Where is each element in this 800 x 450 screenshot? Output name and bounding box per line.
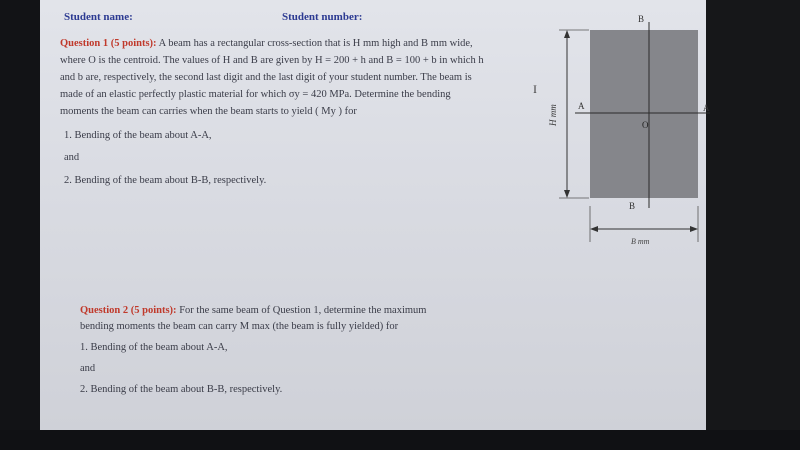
label-a-left: A: [578, 101, 585, 111]
student-number-label: Student number:: [282, 11, 363, 23]
label-b-bottom: B: [629, 201, 636, 211]
q1-and: and: [64, 152, 80, 163]
label-o-centroid: O: [642, 120, 649, 130]
q1-title: Question 1 (5 points):: [60, 38, 157, 49]
text-cursor-icon: I: [533, 82, 537, 96]
label-a-right: A: [703, 103, 710, 113]
label-height: H mm: [548, 104, 558, 126]
q1-line-1: [60, 38, 473, 49]
student-name-label: Student name:: [64, 11, 133, 23]
document-page: [40, 0, 710, 430]
monitor-bezel-left: [0, 0, 40, 450]
arrow-left-icon: [590, 226, 598, 232]
arrow-right-icon: [690, 226, 698, 232]
beam-rectangle: [590, 30, 698, 198]
q2-item-2: 2. Bending of the beam about B-B, respectively.: [80, 384, 283, 395]
monitor-bezel-bottom: [0, 430, 800, 450]
label-width: B mm: [631, 237, 650, 246]
monitor-bezel-right: [700, 0, 800, 450]
q1-line-5: moments the beam can carries when the beam starts to yield ( My ) for: [60, 106, 357, 117]
arrow-up-icon: [564, 30, 570, 38]
q2-and: and: [80, 363, 96, 374]
q1-line-2: where O is the centroid. The values of H and B are given by H = 200 + h and B = 100 + b in which h: [60, 55, 484, 66]
label-b-top: B: [638, 14, 645, 24]
q1-text-1: A beam has a rectangular cross-section that is H mm high and B mm wide,: [158, 38, 473, 49]
arrow-down-icon: [564, 190, 570, 198]
q2-item-1: 1. Bending of the beam about A-A,: [80, 342, 228, 353]
q1-line-4: made of an elastic perfectly plastic material for which σy = 420 MPa. Determine the bending: [60, 89, 451, 100]
q1-item-2: 2. Bending of the beam about B-B, respectively.: [64, 175, 267, 186]
q2-text-1: For the same beam of Question 1, determine the maximum: [179, 305, 427, 316]
q2-line-2: bending moments the beam can carry M max (the beam is fully yielded) for: [80, 321, 399, 332]
q1-item-1: 1. Bending of the beam about A-A,: [64, 130, 212, 141]
q2-line-1: [80, 305, 426, 316]
q1-line-3: and b are, respectively, the second last digit and the last digit of your student number. The beam is: [60, 72, 472, 83]
q2-title: Question 2 (5 points):: [80, 305, 177, 316]
beam-cross-section-diagram: [545, 8, 710, 258]
